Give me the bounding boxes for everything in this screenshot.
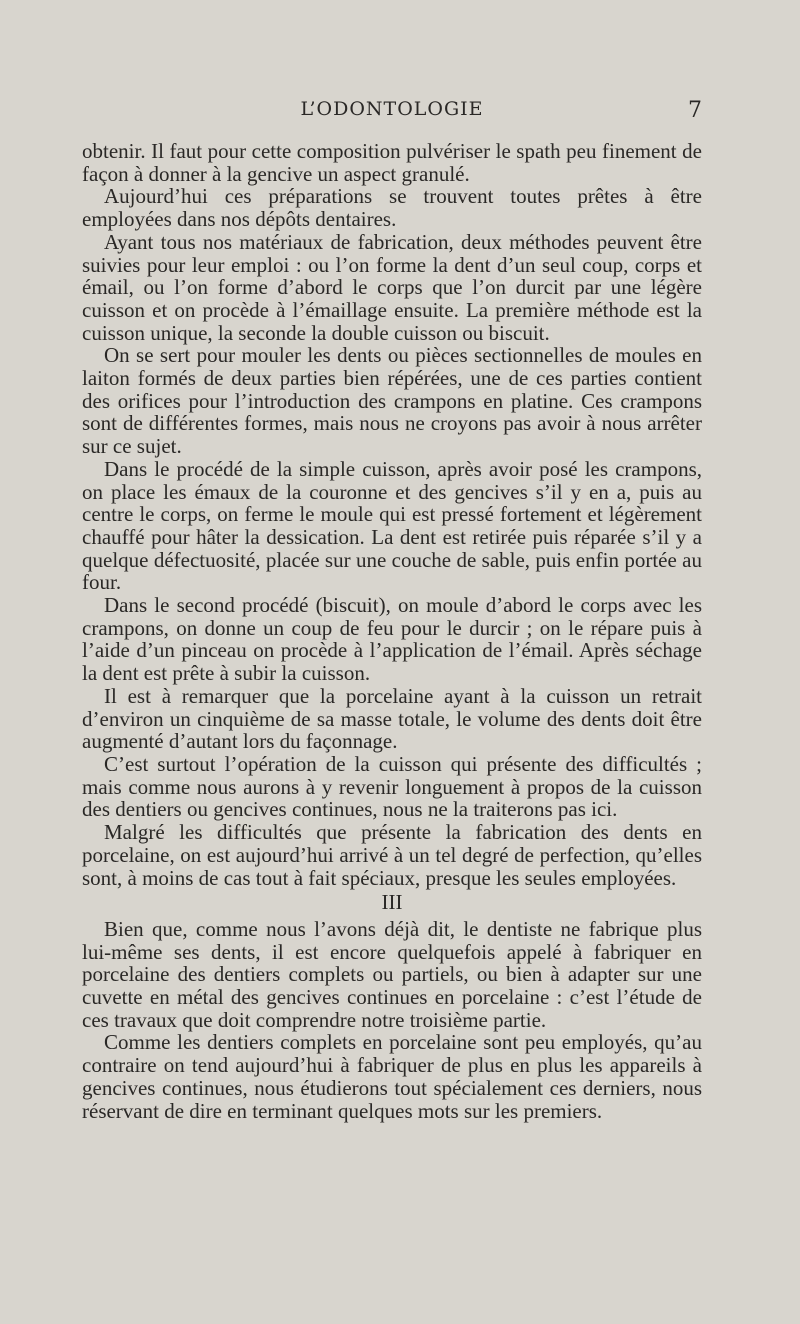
page-header [82,98,702,128]
paragraph: Bien que, comme nous l’avons déjà dit, le dentiste ne fabrique plus lui-même ses dents, il est encore quelquefois appelé à fabriquer en porcelaine des dentiers complets ou partiels, ou bien à adapter sur une cuvette en métal des gencives continues en porcelaine : c’est l’étude de ces travaux que doit comprendre notre troisième partie. [82,916,702,1032]
section-heading: III [381,890,403,915]
paragraph: Comme les dentiers complets en porcelaine sont peu employés, qu’au contraire on tend aujourd’hui à fabriquer de plus en plus les appareils à gencives continues, nous étudierons tout spécialement ces derniers, nous réservant de dire en terminant quelques mots sur les premiers. [82,1030,702,1123]
paragraph: Dans le procédé de la simple cuisson, après avoir posé les crampons, on place les émaux de la couronne et des gencives s’il y en a, puis au centre le corps, on ferme le moule qui est pressé fortement et légèrement chauffé pour hâter la dessication. La dent est retirée puis réparée s’il y a quelque défectuosité, placée sur une couche de sable, puis enfin portée au four. [82,456,702,595]
paragraph: obtenir. Il faut pour cette composition pulvériser le spath peu finement de façon à donner à la gencive un aspect granulé. [82,139,702,186]
paragraph: Dans le second procédé (biscuit), on moule d’abord le corps avec les crampons, on donne un coup de feu pour le durcir ; on le répare puis à l’aide d’un pinceau on procède à l’application de l’émail. Après séchage la dent est prête à subir la cuisson. [82,593,702,686]
paragraph: Malgré les difficultés que présente la fabrication des dents en porcelaine, on est aujourd’hui arrivé à un tel degré de perfection, qu’elles sont, à moins de cas tout à fait spéciaux, presque les seules employées. [82,820,702,890]
paragraph: Aujourd’hui ces préparations se trouvent toutes prêtes à être employées dans nos dépôts dentaires. [82,184,702,232]
paragraph: Ayant tous nos matériaux de fabrication, deux méthodes peuvent être suivies pour leur emploi : ou l’on forme la dent d’un seul coup, corps et émail, ou l’on forme d’abord le corps que l’on durcit par une légère cuisson et on procède à l’émaillage ensuite. La première méthode est la cuisson unique, la seconde la double cuisson ou biscuit. [82,229,702,345]
paragraph: C’est surtout l’opération de la cuisson qui présente des difficultés ; mais comme nous aurons à y revenir longuement à propos de la cuisson des dentiers ou gencives continues, nous ne la traiterons pas ici. [82,751,702,822]
body-text [82,140,702,1122]
paragraph: Il est à remarquer que la porcelaine ayant à la cuisson un retrait d’environ un cinquième de sa masse totale, le volume des dents doit être augmenté d’autant lors du façonnage. [82,683,702,754]
paragraph: On se sert pour mouler les dents ou pièces sectionnelles de moules en laiton formés de deux parties bien répérées, une de ces parties contient des orifices pour l’introduction des crampons en platine. Ces crampons sont de différentes formes, mais nous ne croyons pas avoir à nous arrêter sur ce sujet. [82,343,702,459]
page-number: 7 [688,98,702,123]
running-title: L’ODONTOLOGIE [300,98,484,120]
